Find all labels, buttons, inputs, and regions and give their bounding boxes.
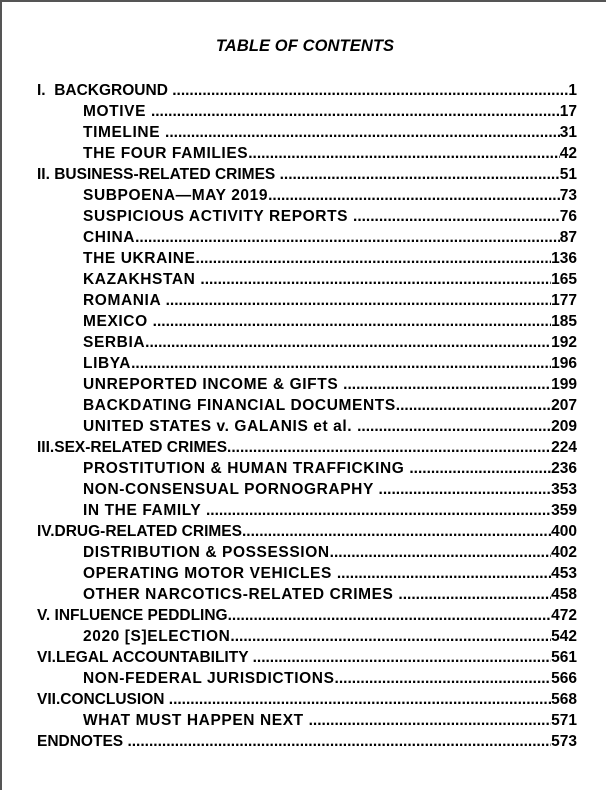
toc-entry-page-number: 199 [551,376,577,393]
toc-subentry[interactable] [37,458,577,479]
toc-entry-page-number: 87 [559,229,577,246]
toc-entry-page-number: 472 [551,607,577,624]
toc-entry[interactable] [37,605,577,626]
toc-subentry[interactable] [37,206,577,227]
dot-leader [309,710,552,731]
toc-entry-label: II. BUSINESS-RELATED CRIMES [37,166,280,183]
toc-subentry[interactable] [37,269,577,290]
dot-leader [196,248,552,269]
toc-entry-page-number: 185 [551,313,577,330]
dot-leader [268,185,560,206]
toc-subentry[interactable] [37,101,577,122]
toc-subentry[interactable] [37,143,577,164]
toc-subentry[interactable] [37,542,577,563]
toc-subentry[interactable] [37,332,577,353]
toc-subentry[interactable] [37,290,577,311]
dot-leader [127,731,551,752]
dot-leader [379,479,552,500]
toc-entry-page-number: 561 [551,649,577,666]
toc-entry-label: TIMELINE [83,124,166,141]
toc-entry[interactable] [37,80,577,101]
dot-leader [200,269,551,290]
toc-entry-label: VI.LEGAL ACCOUNTABILITY [37,649,253,666]
toc-entry-page-number: 453 [551,565,577,582]
toc-entry-label: SUBPOENA—MAY 2019 [83,187,269,204]
toc-entry[interactable] [37,689,577,710]
toc-entry-label: THE UKRAINE [83,250,196,267]
toc-entry-label: III.SEX-RELATED CRIMES [37,439,228,456]
toc-entry[interactable] [37,647,577,668]
toc-entry-label: BACKDATING FINANCIAL DOCUMENTS [83,397,396,414]
toc-subentry[interactable] [37,710,577,731]
toc-entry-page-number: 17 [559,103,577,120]
dot-leader [398,584,551,605]
toc-entry-label: VII.CONCLUSION [37,691,169,708]
dot-leader [242,521,551,542]
toc-entry-label: LIBYA [83,355,132,372]
toc-entry-label: KAZAKHSTAN [83,271,201,288]
dot-leader [166,290,552,311]
toc-entry-page-number: 196 [551,355,577,372]
toc-entry-page-number: 236 [551,460,577,477]
dot-leader [230,626,551,647]
dot-leader [131,353,551,374]
toc-entry-page-number: 542 [551,628,577,645]
dot-leader [330,542,551,563]
toc-entry-label: 2020 [S]ELECTION [83,628,231,645]
toc-subentry[interactable] [37,185,577,206]
toc-subentry[interactable] [37,122,577,143]
toc-subentry[interactable] [37,395,577,416]
toc-entry-page-number: 209 [551,418,577,435]
toc-entry-page-number: 224 [551,439,577,456]
toc-entry-page-number: 1 [568,82,577,99]
dot-leader [153,311,551,332]
dot-leader [145,332,551,353]
toc-entry-label: ENDNOTES [37,733,128,750]
toc-entry-page-number: 402 [551,544,577,561]
dot-leader [409,458,551,479]
dot-leader [206,500,551,521]
dot-leader [337,563,551,584]
dot-leader [253,647,552,668]
dot-leader [396,395,551,416]
toc-entry-label: SERBIA [83,334,146,351]
toc-entry-page-number: 31 [559,124,577,141]
toc-subentry[interactable] [37,374,577,395]
toc-entry-label: PROSTITUTION & HUMAN TRAFFICKING [83,460,410,477]
dot-leader [280,164,560,185]
toc-subentry[interactable] [37,584,577,605]
toc-subentry[interactable] [37,353,577,374]
toc-entry-label: I. BACKGROUND [37,82,173,99]
toc-subentry[interactable] [37,479,577,500]
toc-entry-page-number: 400 [551,523,577,540]
dot-leader [135,227,560,248]
dot-leader [227,437,551,458]
toc-entry-label: IV.DRUG-RELATED CRIMES [37,523,242,540]
toc-entry[interactable] [37,731,577,752]
toc-entry-page-number: 571 [551,712,577,729]
toc-subentry[interactable] [37,563,577,584]
toc-entry[interactable] [37,437,577,458]
toc-entry-page-number: 353 [551,481,577,498]
toc-entry[interactable] [37,521,577,542]
toc-entry-page-number: 73 [559,187,577,204]
toc-entry-page-number: 136 [551,250,577,267]
dot-leader [343,374,551,395]
toc-entry-page-number: 51 [559,166,577,183]
toc-subentry[interactable] [37,248,577,269]
toc-title: TABLE OF CONTENTS [215,37,395,55]
table-of-contents [37,80,577,752]
toc-subentry[interactable] [37,626,577,647]
toc-entry[interactable] [37,164,577,185]
toc-entry-label: MEXICO [83,313,153,330]
toc-subentry[interactable] [37,500,577,521]
toc-entry-label: ROMANIA [83,292,166,309]
toc-entry-page-number: 359 [551,502,577,519]
toc-entry-label: UNITED STATES v. GALANIS et al. [83,418,358,435]
toc-entry-page-number: 192 [551,334,577,351]
toc-entry-label: NON-FEDERAL JURISDICTIONS [83,670,335,687]
toc-entry-label: IN THE FAMILY [83,502,206,519]
dot-leader [357,416,551,437]
dot-leader [335,668,552,689]
toc-entry-label: MOTIVE [83,103,151,120]
toc-entry-label: OPERATING MOTOR VEHICLES [83,565,337,582]
toc-entry-page-number: 207 [551,397,577,414]
toc-subentry[interactable] [37,416,577,437]
dot-leader [248,143,560,164]
toc-entry-label: THE FOUR FAMILIES [83,145,249,162]
toc-entry-page-number: 165 [551,271,577,288]
toc-subentry[interactable] [37,668,577,689]
toc-entry-page-number: 42 [559,145,577,162]
toc-entry-label: SUSPICIOUS ACTIVITY REPORTS [83,208,354,225]
dot-leader [353,206,560,227]
toc-subentry[interactable] [37,311,577,332]
toc-entry-label: UNREPORTED INCOME & GIFTS [83,376,344,393]
toc-entry-page-number: 177 [551,292,577,309]
toc-entry-page-number: 76 [559,208,577,225]
dot-leader [169,689,551,710]
toc-entry-page-number: 573 [551,733,577,750]
toc-entry-label: DISTRIBUTION & POSSESSION [83,544,330,561]
dot-leader [165,122,560,143]
toc-entry-page-number: 458 [551,586,577,603]
toc-entry-label: NON-CONSENSUAL PORNOGRAPHY [83,481,379,498]
toc-subentry[interactable] [37,227,577,248]
toc-entry-page-number: 568 [551,691,577,708]
toc-entry-label: V. INFLUENCE PEDDLING [37,607,228,624]
dot-leader [151,101,560,122]
dot-leader [228,605,552,626]
dot-leader [172,80,568,101]
toc-entry-label: CHINA [83,229,136,246]
toc-entry-label: WHAT MUST HAPPEN NEXT [83,712,309,729]
toc-entry-label: OTHER NARCOTICS-RELATED CRIMES [83,586,399,603]
toc-entry-page-number: 566 [551,670,577,687]
